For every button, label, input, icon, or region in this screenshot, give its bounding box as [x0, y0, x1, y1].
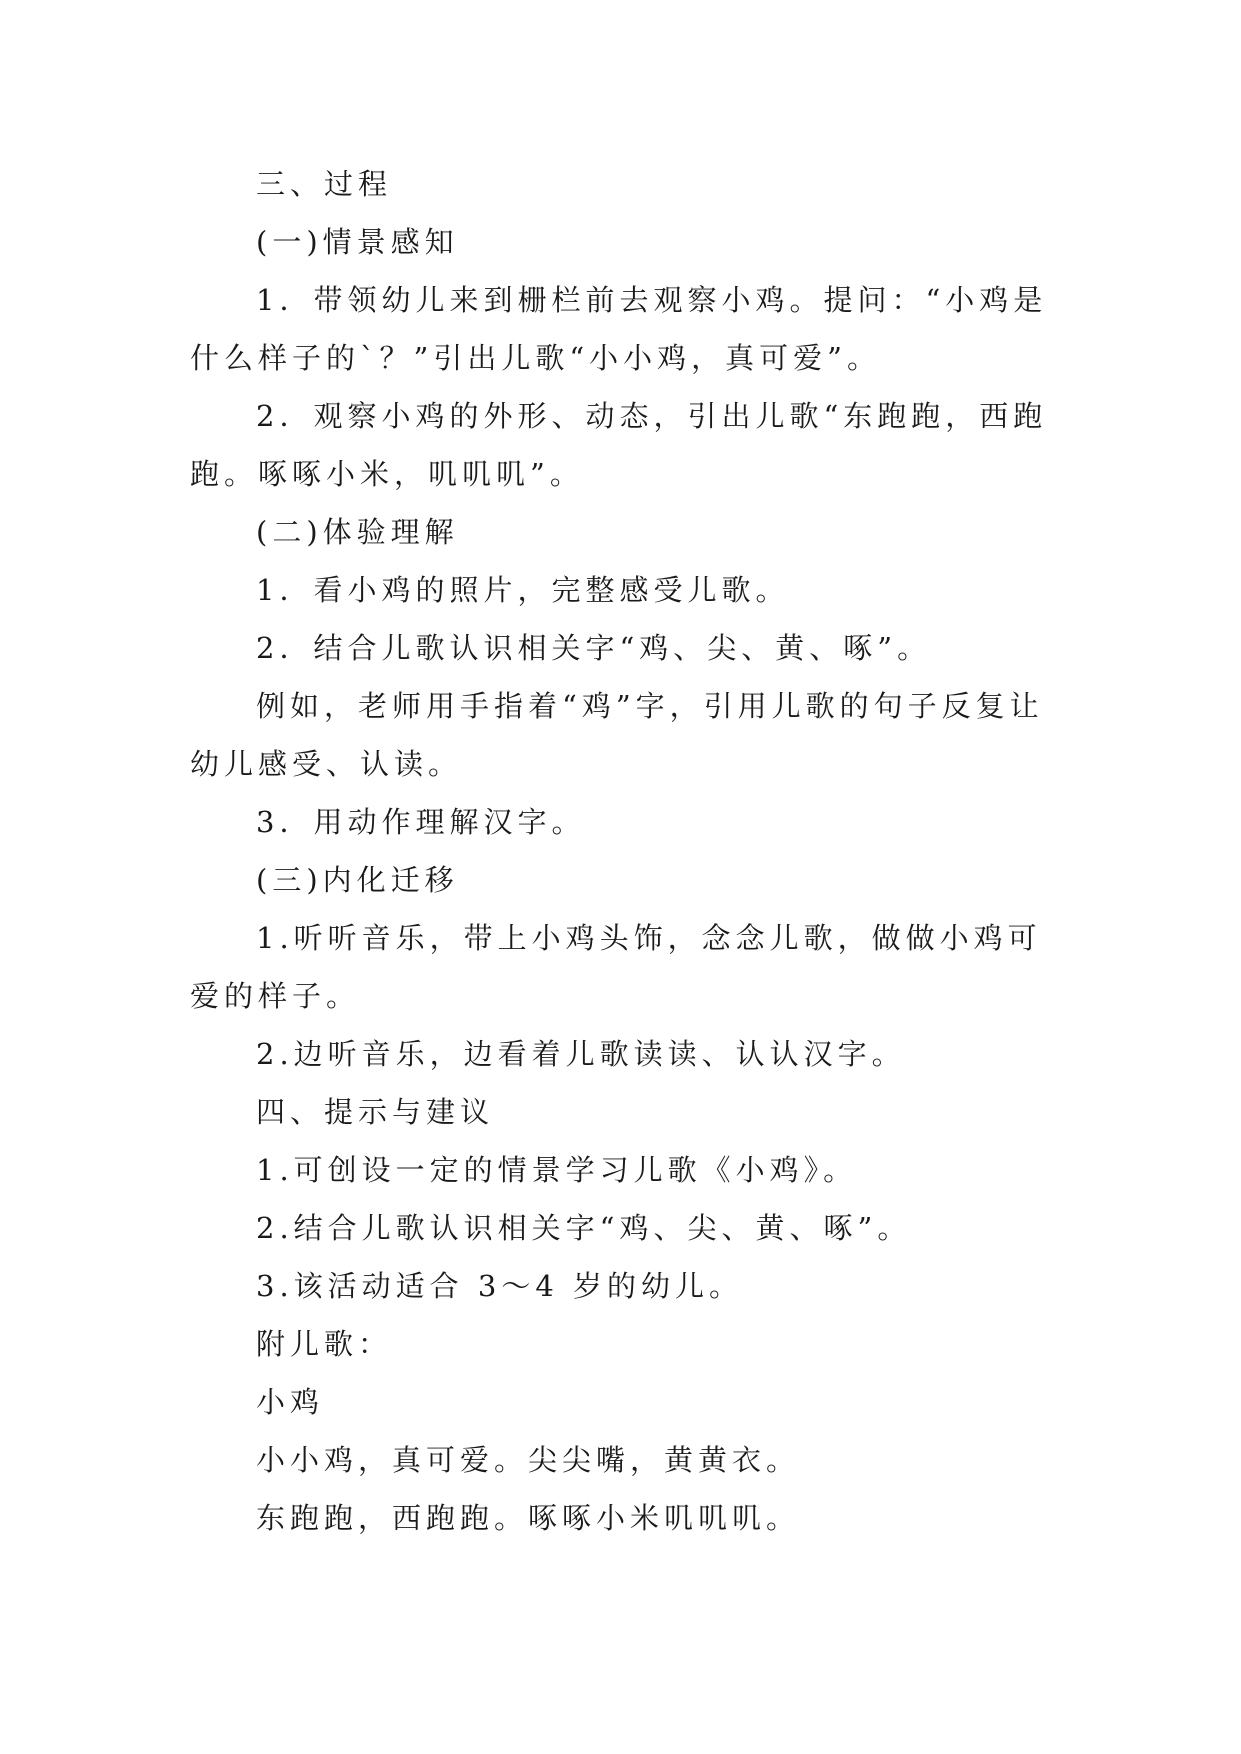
subsection-heading: (一)情景感知 [256, 225, 459, 259]
paragraph: 3．用动作理解汉字。 [256, 805, 586, 839]
paragraph: 3.该活动适合 3～4 岁的幼儿。 [256, 1269, 744, 1303]
paragraph: 2．观察小鸡的外形、动态，引出儿歌“东跑跑，西跑跑。啄啄小米，叽叽叽”。 [190, 399, 1048, 491]
poem-line: 小小鸡，真可爱。尖尖嘴，黄黄衣。 [256, 1443, 801, 1477]
paragraph: 2.结合儿歌认识相关字“鸡、尖、黄、啄”。 [256, 1211, 912, 1245]
paragraph: 2．结合儿歌认识相关字“鸡、尖、黄、啄”。 [256, 631, 932, 665]
paragraph: 1．带领幼儿来到栅栏前去观察小鸡。提问：“小鸡是什么样子的`？”引出儿歌“小小鸡，真可爱”。 [190, 283, 1048, 375]
paragraph: 例如，老师用手指着“鸡”字，引用儿歌的句子反复让幼儿感受、认读。 [190, 689, 1044, 781]
paragraph: 1.可创设一定的情景学习儿歌《小鸡》。 [256, 1153, 858, 1187]
paragraph: 1．看小鸡的照片，完整感受儿歌。 [256, 573, 790, 607]
appendix-label: 附儿歌： [256, 1327, 393, 1361]
section-heading: 三、过程 [256, 167, 393, 201]
subsection-heading: (三)内化迁移 [256, 863, 459, 897]
paragraph: 2.边听音乐，边看着儿歌读读、认认汉字。 [256, 1037, 906, 1071]
section-heading: 四、提示与建议 [256, 1095, 495, 1129]
document-body [190, 155, 1052, 1547]
paragraph: 1.听听音乐，带上小鸡头饰，念念儿歌，做做小鸡可爱的样子。 [190, 921, 1042, 1013]
subsection-heading: (二)体验理解 [256, 515, 459, 549]
poem-title: 小鸡 [256, 1385, 325, 1419]
poem-line: 东跑跑，西跑跑。啄啄小米叽叽叽。 [256, 1501, 801, 1535]
